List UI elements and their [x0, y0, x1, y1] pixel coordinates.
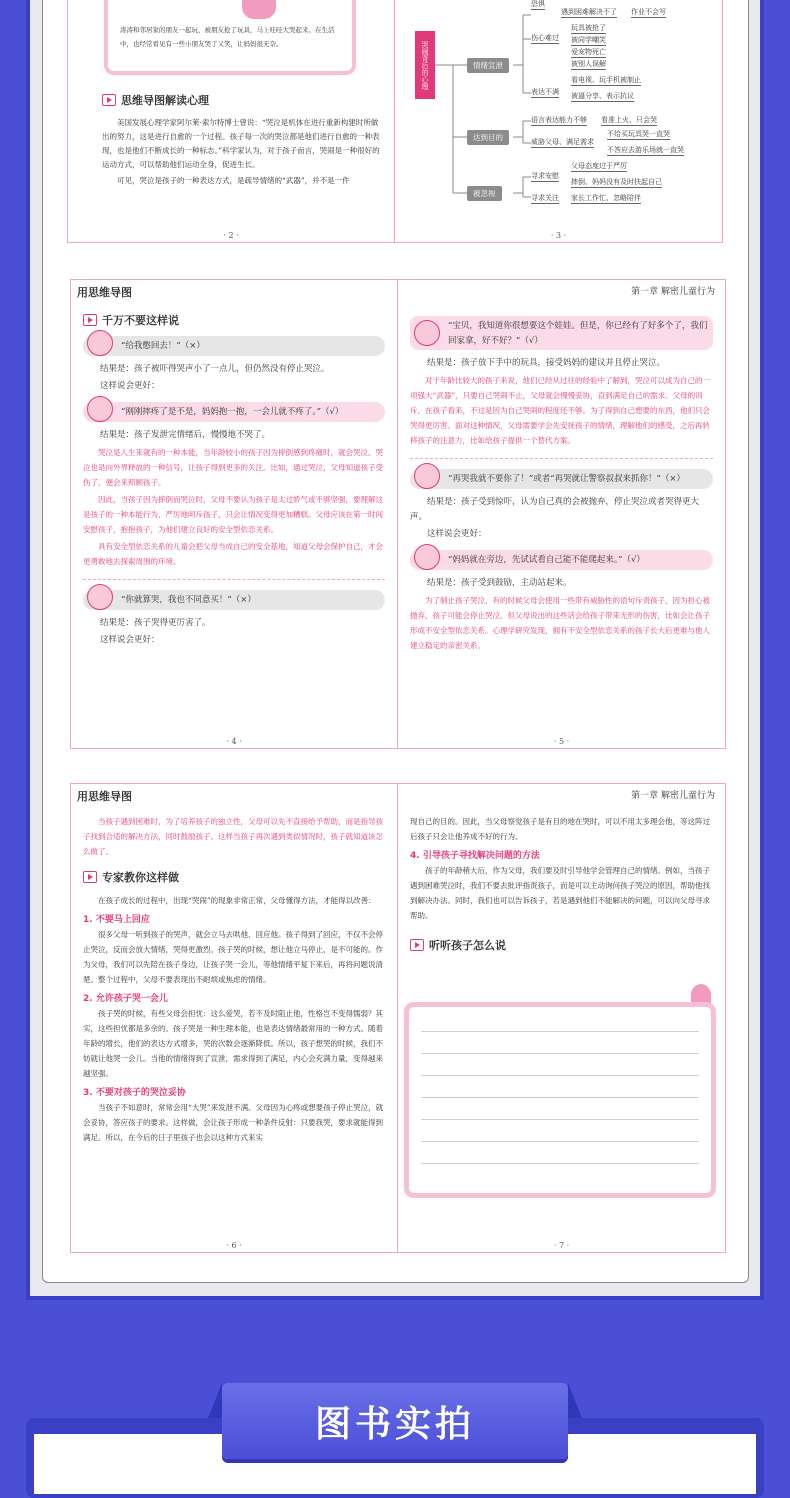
- better-text: 这样说会更好：: [100, 381, 160, 391]
- paragraph: 现自己的目的。因此，当父母察觉孩子是有目的地在哭时，可以不用太多理会他，等这阵过后孩子只会让他养成不好的行为。: [410, 817, 710, 841]
- sub-heading: 2. 允许孩子哭一会儿: [83, 994, 168, 1004]
- pink-paragraph: 哭泣是人生来就有的一种本能，当年龄较小的孩子因为摔倒感到疼痛时，就会哭泣。哭泣也是向外界释放的一种信号，让孩子得到更多的关注。比如，通过哭泣，父母知道孩子受伤了，便会来照顾孩子。: [83, 448, 383, 487]
- better-text: 这样说会更好：: [100, 635, 160, 645]
- quote-bubble: “宝贝，我知道你很想要这个娃娃。但是，你已经有了好多个了，我们回家拿，好不好？”（√）: [410, 316, 713, 350]
- writing-box: [404, 1002, 716, 1198]
- page-4: [71, 280, 398, 748]
- paragraph: 很多父母一听到孩子的哭声，就会立马去哄他、回应他。孩子得到了回应，不仅不会停止哭泣，反而会放大情绪，哭得更激烈。孩子哭的时候，想让他立马停止，是不可能的。作为父母，我们可以先陪在孩子身边，让孩子哭一会儿，等他情绪平复下来后，再将问题说清楚。整个过程中，父母不要表现出不耐烦或焦虑的情绪。: [83, 930, 383, 984]
- mindmap-leaf: 父母态度过于严厉: [571, 162, 627, 170]
- mindmap-leaf: 不给买玩具哭一直哭: [607, 130, 670, 138]
- page-number: · 2 ·: [223, 231, 239, 240]
- mindmap-node: 被忽视: [467, 186, 502, 201]
- illustration-frame: [104, 0, 356, 75]
- result-text: 结果是：孩子受到惊吓，认为自己真的会被抛弃，停止哭泣或者哭得更大声。: [410, 497, 700, 522]
- mindmap-leaf: 威胁父母、满足需求: [531, 138, 594, 146]
- writing-line: [421, 1031, 699, 1032]
- page-number: · 5 ·: [553, 737, 570, 746]
- brand-header: 用思维导图: [77, 286, 132, 299]
- paragraph: 在孩子成长的过程中，出现“哭闹”的现象非常正常，父母懂得方法，才能得以改善：: [98, 896, 376, 905]
- writing-line: [421, 1141, 699, 1142]
- book-spread-2: [70, 279, 726, 749]
- book-spread-3: [70, 783, 726, 1253]
- paragraph: 可见，哭泣是孩子的一种表达方式，是疏导情绪的“武器”，并不是一件: [117, 176, 350, 185]
- mindmap-leaf: 遇到困难解决不了: [561, 8, 617, 16]
- section-banner-title: 图书实拍: [222, 1383, 568, 1459]
- child-face-icon: [414, 544, 440, 570]
- mindmap-leaf: 家长工作忙、忽略陪伴: [571, 194, 641, 202]
- play-icon: [83, 871, 97, 883]
- child-face-icon: [87, 330, 113, 356]
- mindmap-leaf: 不答应去游乐场就一直哭: [607, 146, 684, 154]
- result-text: 结果是：孩子放下手中的玩具，接受妈妈的建议并且停止哭泣。: [427, 358, 666, 368]
- page-7: [398, 784, 725, 1252]
- mindmap-leaf: 被逼分享、表示抗议: [571, 92, 634, 100]
- writing-line: [421, 1119, 699, 1120]
- sub-heading: 1. 不要马上回应: [83, 915, 150, 925]
- brand-header: 用思维导图: [77, 790, 132, 803]
- child-illustration: [242, 0, 276, 19]
- better-text: 这样说会更好：: [427, 529, 487, 539]
- book-spread-1: [67, 0, 723, 243]
- page-number: · 7 ·: [553, 1241, 570, 1250]
- mindmap-leaf: 爱宠物死亡: [571, 48, 606, 56]
- chapter-header: 第一章 解密儿童行为: [631, 287, 715, 297]
- mindmap-leaf: 寻求关注: [531, 194, 559, 202]
- child-face-icon: [87, 396, 113, 422]
- quote-bubble: “你就算哭，我也不同意买！”（×）: [83, 590, 385, 610]
- page-number: · 6 ·: [226, 1241, 242, 1250]
- paragraph: 孩子的年龄稍大后，作为父母，我们要及时引导他学会管理自己的情绪。例如，当孩子遇到困难哭泣时，我们不要去批评指责孩子，而是可以主动询问孩子哭泣的原因，帮助他找到解决办法。同时，我们也可以告诉孩子，若是遇到他们不能解决的问题，可以向父母寻求帮助。: [410, 866, 710, 920]
- mindmap-node: 情绪宣泄: [467, 58, 509, 73]
- page-2: [68, 0, 395, 242]
- page-3: [395, 0, 722, 242]
- result-text: 结果是：孩子哭得更厉害了。: [100, 618, 211, 628]
- quote-bubble: “再哭我就不要你了！”或者“再哭就让警察叔叔来抓你！”（×）: [410, 469, 713, 489]
- pink-paragraph: 具有安全型依恋关系的儿童会把父母当成自己的安全基地，知道父母会保护自己，才会更勇敢地去探索周围的环境。: [83, 542, 383, 566]
- quote-bubble: “给我憋回去！”（×）: [83, 336, 385, 356]
- page-6: [71, 784, 398, 1252]
- page-5: [398, 280, 725, 748]
- quote-bubble: “妈妈就在旁边，先试试看自己能不能爬起来。”（√）: [410, 550, 713, 570]
- sub-heading: 3. 不要对孩子的哭泣妥协: [83, 1088, 186, 1098]
- divider: [83, 579, 385, 580]
- mindmap-leaf: 摔倒、妈妈没有及时扶起自己: [571, 178, 662, 186]
- page-number: · 4 ·: [226, 737, 242, 746]
- child-face-icon: [414, 463, 440, 489]
- writing-line: [421, 1075, 699, 1076]
- pink-paragraph: 因此，当孩子因为摔倒而哭泣时，父母不要认为孩子是太过娇气或不够坚强，要理解这是孩子的一种本能行为，严厉地呵斥孩子，只会让情况变得更加糟糕。父母应该在第一时间安慰孩子，抱抱孩子，为他们建立良好的安全型依恋关系。: [83, 495, 383, 534]
- play-icon: [410, 939, 424, 951]
- chapter-header: 第一章 解密儿童行为: [631, 791, 715, 801]
- result-text: 结果是：孩子被吓得哭声小了一点儿，但仍然没有停止哭泣。: [100, 364, 330, 374]
- sub-heading: 4. 引导孩子寻找解决问题的方法: [410, 851, 540, 861]
- writing-line: [421, 1053, 699, 1054]
- mindmap-leaf: 被别人误解: [571, 60, 606, 68]
- mindmap-node: 达到目的: [467, 130, 509, 145]
- writing-line: [421, 1097, 699, 1098]
- section-title: 思维导图解读心理: [102, 92, 382, 108]
- quote-bubble: “刚刚摔疼了是不是，妈妈抱一抱，一会儿就不疼了。”（√）: [83, 402, 385, 422]
- section-title: 专家教你这样做: [83, 869, 385, 885]
- pink-paragraph: 对于年龄比较大的孩子来说，他们已经从过往的经验中了解到，哭泣可以成为自己的一项强大“武器”，只要自己哭闹不止，父母就会慢慢妥协，直到满足自己的需求。父母的训斥，在孩子看来，不过是因为自己哭闹的程度还不够。为了得到自己想要的东西，他们只会哭得更厉害。面对这种情况，父母需要学会先安抚孩子的情绪，理解他们的感受，之后再转移孩子的注意力，比如给孩子提供一个替代方案。: [410, 376, 710, 445]
- mindmap-leaf: 恐惧: [531, 0, 545, 8]
- mindmap-leaf: 语言表达能力不够: [531, 116, 587, 124]
- mindmap-leaf: 看电视、玩手机被制止: [571, 76, 641, 84]
- result-text: 结果是：孩子受到鼓励，主动站起来。: [427, 578, 572, 588]
- mindmap-leaf: 寻求安慰: [531, 172, 559, 180]
- mindmap-leaf: 玩具被抢了: [571, 24, 606, 32]
- divider: [410, 458, 713, 459]
- paragraph: 当孩子不如意时，常常会用“大哭”来发泄不满。父母因为心疼或想要孩子停止哭泣，就会妥协，答应孩子的要求。这样做，会让孩子形成一种条件反射：只要我哭，要求就能得到满足。所以，在今后的日子里孩子也会以这种方式来实: [83, 1103, 384, 1142]
- pink-paragraph: 当孩子遇到困难时，为了培养孩子的独立性，父母可以先不直接给予帮助，而是指导孩子找到合适的解决方法，同时鼓励孩子。这样当孩子再次遇到类似情况时，孩子就知道该怎么做了。: [83, 817, 383, 856]
- caption-line-2: 中，也经常看见有一些小朋友哭了又笑，让妈妈很无奈。: [120, 40, 283, 48]
- result-text: 结果是：孩子发泄完情绪后，慢慢地不哭了。: [100, 430, 271, 440]
- mindmap-leaf: 作业不会写: [631, 8, 666, 16]
- caption-line-1: 涛涛和邻居家的朋友一起玩，被朋友抢了玩具，马上哇哇大哭起来。在生活: [120, 26, 335, 34]
- mindmap-leaf: 看准上火、只会哭: [601, 116, 657, 124]
- paragraph: 孩子哭的时候，有些父母会担忧：这么爱哭，若不及时阻止他，性格岂不变得懦弱？其实，这些担忧都是多余的。孩子哭是一种生理本能，也是表达情绪最常用的一种方式。随着年龄的增长，他们的表达方式增多，哭的次数会逐渐降低。所以，孩子想哭的时候，我们不妨就让他哭一会儿。当他的情绪得到了宣泄，需求得到了满足，内心会充满力量，变得越来越坚强。: [83, 1009, 383, 1078]
- mindmap-leaf: 伤心难过: [531, 34, 559, 42]
- mindmap-leaf: 被同学嘲笑: [571, 36, 606, 44]
- page-number: · 3 ·: [550, 231, 567, 240]
- child-face-icon: [87, 584, 113, 610]
- pink-paragraph: 为了制止孩子哭泣，有的时候父母会使用一些带有威胁性的语句斥责孩子，因为担心被抛弃，孩子可能会停止哭泣。但父母说出的这些话会给孩子带来无形的伤害，比如会让孩子形成不安全型依恋关系。心理学研究发现，拥有不安全型依恋关系的孩子长大后更难与他人建立稳定的亲密关系。: [410, 596, 710, 650]
- play-icon: [83, 314, 97, 326]
- section-title: 听听孩子怎么说: [410, 937, 713, 953]
- mindmap-root: 哭闹背后的心理: [415, 31, 435, 99]
- child-face-icon: [414, 320, 440, 346]
- paragraph: 美国发展心理学家阿尔莱·索尔特博士曾说：“哭泣是机体在进行重新构建时所做出的努力，这是进行自愈的一个过程。孩子每一次的哭泣都是他们进行自愈的一种表现，也是他们不断成长的一种标志。”科学家认为，对于孩子而言，哭闹是一种很好的运动方式，可以帮助他们运动全身，促进生长。: [102, 118, 380, 169]
- mindmap-leaf: 表达不满: [531, 88, 559, 96]
- writing-line: [421, 1163, 699, 1164]
- play-icon: [102, 94, 116, 106]
- section-title: 千万不要这样说: [83, 312, 385, 328]
